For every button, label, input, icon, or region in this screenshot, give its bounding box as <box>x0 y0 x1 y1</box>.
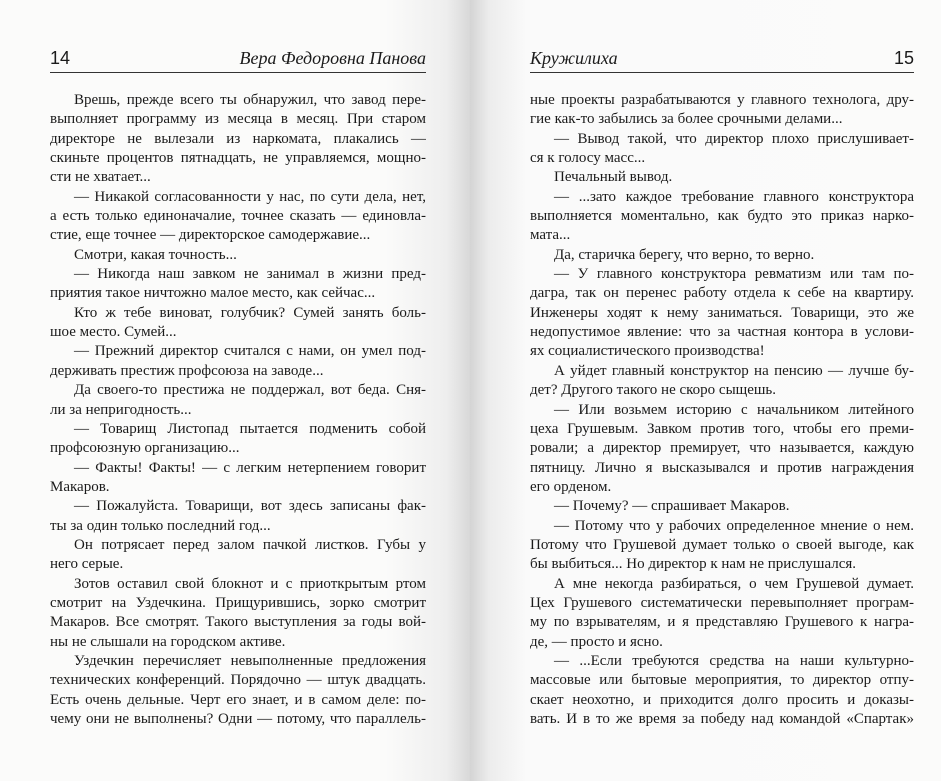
right-page-number: 15 <box>893 48 914 68</box>
text-line: ли за непригодность... <box>50 401 192 418</box>
text-line: Да, старичка берегу, что верно, то верно. <box>554 246 815 263</box>
text-line: Кто ж тебе виноват, голубчик? Сумей занять боль- <box>74 304 426 321</box>
text-line: а есть только единоначалие, точнее сказать — единовла- <box>50 208 426 225</box>
text-line: — ...Если требуются средства на наши культурно- <box>554 652 914 669</box>
text-line: де, — просто и ясно. <box>530 633 663 650</box>
text-line: профсоюзную организацию... <box>50 440 240 457</box>
text-line: него серые. <box>50 556 124 573</box>
text-line: чему они не выполнены? Одни — потому, что параллель- <box>50 711 426 727</box>
text-line: смотрит на Уздечкина. Прищурившись, зорко смотрит <box>50 594 426 611</box>
text-line: приятия такое ничтожно малое место, как сейчас... <box>50 285 376 302</box>
text-line: — Потому что у рабочих определенное мнение о нем. <box>554 517 914 534</box>
left-page-number: 14 <box>50 48 71 68</box>
text-line: — Никогда наш завком не занимал в жизни пред- <box>74 266 426 283</box>
right-page-text <box>530 91 914 729</box>
text-line: дагра, так он перенес работу отдела к себе на квартиру. <box>530 285 914 302</box>
text-line: вать. И в то же время за победу над командой «Спартак» <box>530 711 914 727</box>
text-line: сти не хватает... <box>50 169 151 186</box>
text-line: шое место. Сумей... <box>50 324 177 341</box>
text-line: Да своего-то престижа не поддержал, вот беда. Сня- <box>74 382 426 399</box>
text-line: директоре не вылезали из наркомата, плакались — <box>50 130 426 147</box>
text-line: скает неохотно, и приходится долго просить и доказы- <box>530 691 914 708</box>
text-line: выполняет программу из месяца в месяц. При старом <box>50 111 426 128</box>
text-line: ны не слышали на городском активе. <box>50 633 286 650</box>
text-line: му по взрывателям, и я представляю Грушевого к награ- <box>530 614 914 631</box>
text-line: А уйдет главный конструктор на пенсию — лучше бу- <box>554 362 914 379</box>
text-line: — Прежний директор считался с нами, он умел под- <box>74 343 426 360</box>
text-line: Зотов оставил свой блокнот и с приоткрытым ртом <box>74 575 426 592</box>
text-line: ся к голосу масс... <box>530 150 646 167</box>
text-line: — Товарищ Листопад пытается подменить собой <box>74 420 426 437</box>
text-line: ные проекты разрабатываются у главного технолога, дру- <box>530 92 914 108</box>
text-line: — Пожалуйста. Товарищи, вот здесь записаны фак- <box>74 498 426 515</box>
text-line: стие, еще точнее — директорское самодержавие... <box>50 227 371 244</box>
text-line: недопустимое явление: что за частная контора в услови- <box>530 324 914 341</box>
text-line: — Никакой согласованности у нас, по сути дела, нет, <box>74 188 426 205</box>
text-line: скиньте процентов пятнадцать, не управляемся, мощно- <box>50 150 426 167</box>
text-line: его орденом. <box>530 478 612 495</box>
text-line: — Или возьмем историю с начальником литейного <box>554 401 914 418</box>
text-line: Уздечкин перечисляет невыполненные предложения <box>74 652 426 669</box>
text-line: цеха Грушевым. Завком против того, чтобы его преми- <box>530 420 914 437</box>
right-running-title: Кружилиха <box>530 48 618 68</box>
text-line: Он потрясает перед залом пачкой листков. Губы у <box>74 536 426 553</box>
text-line: выполняется моментально, как будто это приказ нарко- <box>530 208 914 225</box>
text-line: Макаров. <box>50 478 110 495</box>
text-line: ты за один только последний год... <box>50 517 271 534</box>
left-page <box>0 0 470 781</box>
text-line: Смотри, какая точность... <box>74 246 237 263</box>
text-line: технических конференций. Порядочно — штук двадцать. <box>50 672 426 689</box>
text-line: Потому что Грушевой думает только о своей выгоде, как <box>530 536 914 553</box>
text-line: ях социалистического производства! <box>530 343 765 360</box>
text-line: дет? Другого такого не скоро сыщешь. <box>530 382 776 399</box>
text-line: держивать престиж профсоюза на заводе... <box>50 362 324 379</box>
text-line: Цех Грушевого систематически перевыполняет програм- <box>530 594 914 611</box>
text-line: — Почему? — спрашивает Макаров. <box>554 498 790 515</box>
text-line: бы выбиться... Но директор к нам не прислушался. <box>530 556 857 573</box>
text-line: Макаров. Все смотрят. Такого выступления за годы вой- <box>50 614 426 631</box>
text-line: Инженеры ходят к нему заниматься. Товарищи, это же <box>530 304 914 321</box>
text-line: массовые или бытовые мероприятия, то директор отпу- <box>530 672 914 689</box>
right-running-head <box>530 46 914 73</box>
text-line: А мне некогда разбираться, о чем Грушевой думает. <box>554 575 914 592</box>
text-line: Есть очень дельные. Черт его знает, и в самом деле: по- <box>50 691 426 708</box>
text-line: — Факты! Факты! — с легким нетерпением говорит <box>74 459 426 476</box>
left-page-text <box>50 91 426 729</box>
text-line: Печальный вывод. <box>554 169 673 186</box>
left-running-title: Вера Федоровна Панова <box>239 48 426 68</box>
text-line: — ...зато каждое требование главного конструктора <box>554 188 914 205</box>
right-page <box>470 0 941 781</box>
text-line: ровали; а директор премирует, что называется, каждую <box>530 440 914 457</box>
left-running-head <box>50 46 426 73</box>
text-line: — Вывод такой, что директор плохо прислушивает- <box>554 130 914 147</box>
text-line: гие как-то забылись за более срочными делами... <box>530 111 843 128</box>
text-line: пятницу. Лично я высказывался и против награждения <box>530 459 914 476</box>
text-line: мата... <box>530 227 571 244</box>
text-line: — У главного конструктора ревматизм или там по- <box>554 266 914 283</box>
text-line: Врешь, прежде всего ты обнаружил, что завод пере- <box>74 92 426 108</box>
